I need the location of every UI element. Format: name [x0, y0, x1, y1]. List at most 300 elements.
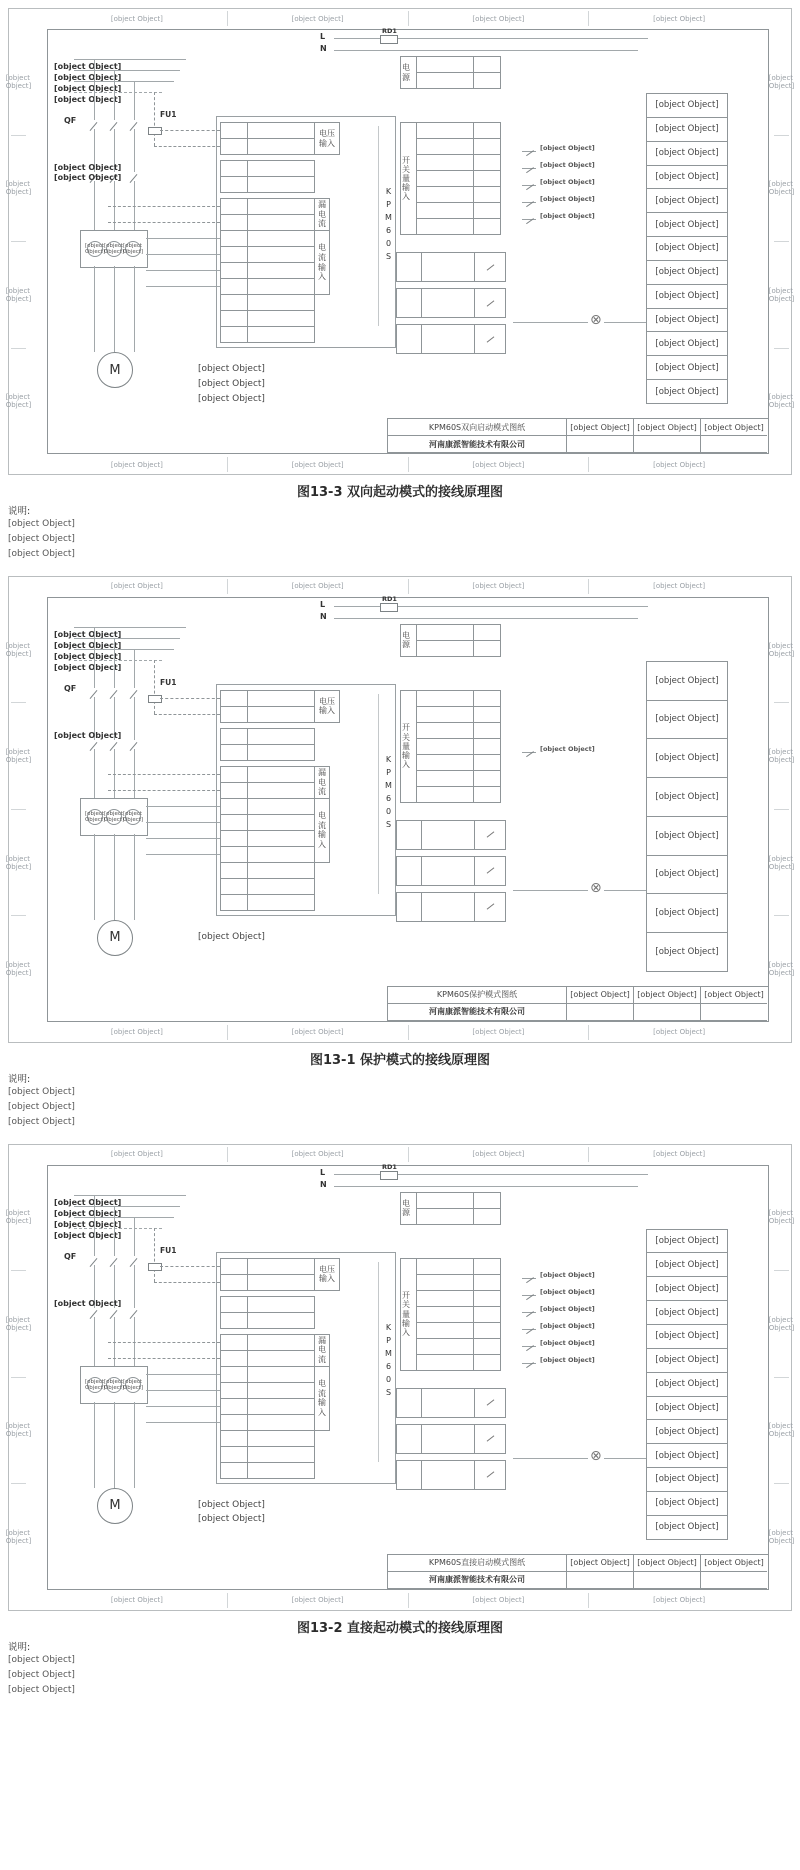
- motor-symbol: M: [97, 920, 133, 956]
- terminal-number: [474, 754, 501, 770]
- terminal-name: [248, 1446, 315, 1462]
- terminal-number: [221, 123, 248, 139]
- function-label: [object Object]: [646, 1491, 728, 1516]
- fuse-icon: [148, 127, 162, 135]
- terminal-number: [474, 73, 501, 89]
- input-switch-stack: [522, 1258, 595, 1371]
- company-name: 河南康派智能技术有限公司: [388, 1004, 567, 1021]
- terminal-number: [221, 139, 248, 155]
- title-block-header: [object Object]: [567, 987, 634, 1004]
- title-block-header: [object Object]: [634, 419, 701, 436]
- phase-lines: [54, 1190, 122, 1240]
- title-block-row: [388, 419, 768, 436]
- terminal-number: [221, 327, 248, 343]
- terminal-row: [221, 894, 315, 910]
- relay-output-row: [396, 252, 506, 282]
- contact-icon: [486, 264, 494, 270]
- relay-tag: [396, 288, 422, 318]
- terminal-name: [248, 311, 315, 327]
- wire: [146, 1422, 220, 1423]
- di-row: [417, 1306, 501, 1322]
- terminal-number: [221, 215, 248, 231]
- contact-icon: [486, 1471, 494, 1477]
- wire: [334, 1186, 638, 1187]
- terminal-number: [474, 1290, 501, 1306]
- terminal-name: [248, 1274, 315, 1290]
- phase-label: [object Object]: [54, 662, 122, 672]
- zone-letter: [object Object]: [774, 1483, 789, 1590]
- zone-letter: [object Object]: [774, 915, 789, 1022]
- function-label: [object Object]: [646, 700, 728, 740]
- wire: [146, 254, 220, 255]
- terminal-name: [417, 219, 474, 235]
- zone-letter: [object Object]: [774, 348, 789, 455]
- relay-terminals: [475, 856, 506, 886]
- di-row: [417, 1290, 501, 1306]
- relay-output-row: [396, 856, 506, 886]
- terminal-number: [474, 1306, 501, 1322]
- note-line: [object Object]: [198, 1514, 265, 1525]
- terminal-row: [221, 1258, 315, 1274]
- phase-label: [object Object]: [54, 1230, 122, 1240]
- wire: [94, 59, 95, 230]
- di-row: [417, 1258, 501, 1274]
- wire: [146, 806, 220, 807]
- group-label: 漏电流: [315, 766, 330, 799]
- terminal-number: [221, 1350, 248, 1366]
- di-row: [417, 1354, 501, 1370]
- terminal-name: [248, 139, 315, 155]
- phase-label: [object Object]: [54, 629, 122, 639]
- zone-number: [object Object]: [408, 579, 589, 594]
- terminal-section-analog: [220, 1430, 315, 1479]
- relay-tag: [396, 1424, 422, 1454]
- zone-number: [object Object]: [588, 457, 769, 472]
- relay-name: [422, 1388, 475, 1418]
- terminal-row: [221, 862, 315, 878]
- terminal-row: [221, 744, 315, 760]
- phase-label: [object Object]: [54, 62, 122, 71]
- terminal-number: [474, 640, 501, 656]
- switch-icon: [522, 161, 536, 169]
- terminal-section-analog: [220, 294, 315, 343]
- terminal-name: [248, 161, 315, 177]
- zone-letters-right: [768, 597, 795, 1022]
- ct-icon: [object Object]: [84, 810, 106, 823]
- wire: [134, 81, 135, 230]
- relay-terminals: [475, 252, 506, 282]
- wire: [334, 50, 638, 51]
- terminal-number: [221, 1274, 248, 1290]
- relay-terminals: [475, 1388, 506, 1418]
- di-row: [417, 219, 501, 235]
- di-row: [417, 706, 501, 722]
- terminal-number: [221, 728, 248, 744]
- lamp-icon: ⊗: [590, 879, 602, 896]
- wire: [134, 834, 135, 920]
- zone-letter: [object Object]: [5, 73, 32, 90]
- terminal-number: [221, 1334, 248, 1350]
- zone-number: [object Object]: [588, 1593, 769, 1608]
- zone-number: [object Object]: [227, 11, 408, 26]
- zone-numbers-bottom: [47, 1593, 769, 1608]
- wire: [94, 834, 95, 920]
- zone-letter: [object Object]: [11, 1270, 26, 1377]
- terminal-name: [248, 814, 315, 830]
- switch-item: [522, 1265, 595, 1279]
- diagram-block: [0, 576, 800, 1130]
- function-label: [object Object]: [646, 355, 728, 380]
- wire: [74, 1228, 162, 1229]
- switch-label: [object Object]: [540, 1321, 595, 1330]
- note-item: [object Object]: [8, 1684, 75, 1695]
- digital-input-terminals: [400, 1258, 501, 1371]
- power-row: [417, 57, 501, 73]
- group-label: 电压输入: [315, 1258, 340, 1291]
- terminal-name: [417, 786, 474, 802]
- terminal-name: [248, 215, 315, 231]
- wire: [94, 266, 95, 352]
- zone-number: [object Object]: [227, 457, 408, 472]
- note-item: [object Object]: [8, 533, 75, 544]
- function-label: [object Object]: [646, 932, 728, 972]
- switch-label: [object Object]: [540, 177, 595, 186]
- zone-letter: [object Object]: [5, 1209, 32, 1226]
- zone-numbers-bottom: [47, 457, 769, 472]
- terminal-number: [474, 1258, 501, 1274]
- rd-fuse-icon: [380, 35, 398, 44]
- title-block-header: [object Object]: [701, 1555, 767, 1572]
- terminal-row: [221, 846, 315, 862]
- note-line: [object Object]: [198, 364, 265, 374]
- terminal-row: [221, 295, 315, 311]
- switch-label: [object Object]: [540, 143, 595, 152]
- line-n-label: N: [320, 1179, 327, 1189]
- phase-row: [54, 1212, 122, 1229]
- relay-tag: [396, 1460, 422, 1490]
- lamp-icon: ⊗: [590, 312, 602, 328]
- terminal-name: [248, 728, 315, 744]
- diagram-note: [198, 1498, 628, 1528]
- relay-output-row: [396, 820, 506, 850]
- terminal-name: [248, 766, 315, 782]
- zone-letters-left: [5, 1165, 32, 1590]
- terminal-row: [221, 311, 315, 327]
- phase-row: [54, 1223, 122, 1240]
- function-label: [object Object]: [646, 331, 728, 356]
- breaker-label: QF: [64, 1251, 77, 1261]
- diagram-list: [0, 8, 800, 1697]
- wire: [74, 1195, 186, 1196]
- zone-letter: [object Object]: [5, 641, 32, 658]
- group-label: 开关量输入: [400, 122, 416, 235]
- group-label: 开关量输入: [400, 690, 416, 803]
- terminal-row: [221, 814, 315, 830]
- wire: [146, 270, 220, 271]
- company-name: 河南康派智能技术有限公司: [388, 1572, 567, 1589]
- breaker-label: QF: [64, 683, 77, 693]
- terminal-row: [221, 279, 315, 295]
- relay-terminals: [475, 820, 506, 850]
- drawing-title: KPM60S直接启动模式图纸: [388, 1555, 567, 1572]
- contactor-label: [object Object]: [54, 1298, 122, 1308]
- power-row: [417, 1192, 501, 1208]
- diagram-note: [198, 362, 628, 407]
- contact-icon: [486, 904, 494, 910]
- zone-letters-left: [5, 29, 32, 454]
- phase-lines: [54, 54, 122, 104]
- terminal-name: [248, 830, 315, 846]
- phase-row: [54, 54, 122, 71]
- wire: [94, 627, 95, 798]
- wire: [108, 790, 220, 791]
- line-n-label: N: [320, 611, 327, 621]
- phase-row: [54, 633, 122, 650]
- diagram-note: [198, 930, 628, 945]
- contactor-labels: [54, 1299, 121, 1309]
- function-label: [object Object]: [646, 212, 728, 237]
- relay-name: [422, 1460, 475, 1490]
- phase-label: [object Object]: [54, 640, 122, 650]
- wire: [134, 1217, 135, 1366]
- zone-numbers-bottom: [47, 1025, 769, 1040]
- terminal-name: [248, 247, 315, 263]
- fuse-label: FU1: [160, 110, 177, 119]
- di-row: [417, 123, 501, 139]
- figure-caption: 图13-2 直接起动模式的接线原理图: [296, 1620, 504, 1636]
- terminal-number: [221, 1258, 248, 1274]
- terminal-name: [417, 754, 474, 770]
- relay-terminals: [475, 1424, 506, 1454]
- fuse-label: FU1: [160, 677, 177, 687]
- function-label: [object Object]: [646, 1515, 728, 1540]
- terminal-name: [417, 187, 474, 203]
- terminal-number: [474, 139, 501, 155]
- terminal-number: [221, 231, 248, 247]
- function-label: [object Object]: [646, 165, 728, 190]
- relay-name: [422, 1424, 475, 1454]
- switch-icon: [522, 212, 536, 220]
- switch-label: [object Object]: [540, 211, 595, 220]
- terminal-section-voltage: [220, 690, 340, 723]
- ct-icon: [object Object]: [122, 810, 144, 823]
- terminal-number: [221, 690, 248, 706]
- terminal-number: [221, 177, 248, 193]
- zone-letters-left: [5, 597, 32, 1022]
- wire: [154, 1228, 155, 1282]
- terminal-row: [221, 1430, 315, 1446]
- relay-terminals: [475, 324, 506, 354]
- relay-output-row: [396, 1388, 506, 1418]
- zone-letter: [object Object]: [774, 241, 789, 348]
- fuse-icon: [148, 695, 162, 703]
- switch-icon: [522, 1339, 536, 1347]
- terminal-row: [221, 878, 315, 894]
- terminal-row: [221, 161, 315, 177]
- terminal-row: [221, 247, 315, 263]
- title-block: [387, 986, 768, 1021]
- terminal-row: [221, 215, 315, 231]
- zone-letter: [object Object]: [11, 915, 26, 1022]
- zone-number: [object Object]: [110, 460, 163, 469]
- wire: [154, 714, 220, 715]
- ct-icon: [object Object]: [84, 1378, 106, 1391]
- terminal-name: [248, 798, 315, 814]
- title-block-row: [388, 1572, 768, 1589]
- wire: [114, 266, 115, 352]
- terminal-row: [221, 1382, 315, 1398]
- switch-item: [522, 189, 595, 203]
- terminal-number: [474, 738, 501, 754]
- phase-row: [54, 655, 122, 672]
- terminal-number: [221, 1366, 248, 1382]
- note-line: [object Object]: [198, 931, 265, 942]
- diagram-block: [0, 1144, 800, 1698]
- terminal-row: [221, 798, 315, 814]
- relay-tag: [396, 892, 422, 922]
- switch-label: [object Object]: [540, 1304, 595, 1313]
- document-page: [0, 8, 800, 1697]
- terminal-name: [417, 57, 474, 73]
- terminal-number: [221, 1398, 248, 1414]
- phase-row: [54, 644, 122, 661]
- switch-icon: [522, 178, 536, 186]
- note-item: [object Object]: [8, 1086, 75, 1097]
- wire: [74, 70, 180, 71]
- terminal-section-leakage: [220, 766, 330, 799]
- switch-label: [object Object]: [540, 194, 595, 203]
- switch-label: [object Object]: [540, 1355, 595, 1364]
- di-row: [417, 770, 501, 786]
- terminal-name: [417, 690, 474, 706]
- switch-label: [object Object]: [540, 1287, 595, 1296]
- note-line: [object Object]: [198, 393, 265, 404]
- rd-fuse-label: RD1: [382, 27, 397, 35]
- function-label: [object Object]: [646, 738, 728, 778]
- switch-label: [object Object]: [540, 160, 595, 169]
- title-block-row: [388, 1555, 768, 1572]
- zone-letters-right: [768, 29, 795, 454]
- switch-icon: [522, 144, 536, 152]
- zone-letter: [object Object]: [11, 1377, 26, 1484]
- rd-fuse-label: RD1: [382, 594, 397, 603]
- group-label: 电源: [400, 1192, 416, 1225]
- switch-icon: [522, 1305, 536, 1313]
- zone-number: [object Object]: [227, 579, 408, 594]
- zone-number: [object Object]: [408, 1593, 589, 1608]
- terminal-number: [221, 247, 248, 263]
- motor-symbol: M: [97, 1488, 133, 1524]
- notes-list: [8, 518, 794, 562]
- breaker-label: QF: [64, 116, 77, 125]
- terminal-name: [417, 640, 474, 656]
- phase-label: [object Object]: [54, 84, 122, 93]
- function-label-column: [646, 94, 728, 404]
- switch-item: [522, 206, 595, 220]
- terminal-name: [248, 862, 315, 878]
- zone-number: [object Object]: [408, 1147, 589, 1162]
- wire: [146, 854, 220, 855]
- di-row: [417, 754, 501, 770]
- wire: [74, 638, 180, 639]
- relay-name: [422, 324, 475, 354]
- relay-name: [422, 820, 475, 850]
- switch-item: [522, 1350, 595, 1364]
- switch-icon: [522, 1288, 536, 1296]
- terminal-name: [417, 1338, 474, 1354]
- phase-label: [object Object]: [54, 651, 122, 661]
- terminal-number: [221, 744, 248, 760]
- terminal-name: [417, 203, 474, 219]
- power-terminals: [400, 56, 501, 89]
- terminal-row: [221, 690, 315, 706]
- zone-letter: [object Object]: [11, 135, 26, 242]
- function-label: [object Object]: [646, 236, 728, 261]
- terminal-row: [221, 1462, 315, 1478]
- power-terminals: [400, 1192, 501, 1225]
- terminal-name: [417, 624, 474, 640]
- phase-label: [object Object]: [54, 73, 122, 82]
- terminal-number: [221, 814, 248, 830]
- rd-fuse-icon: [380, 1171, 398, 1180]
- terminal-number: [474, 171, 501, 187]
- di-row: [417, 738, 501, 754]
- relay-name: [422, 252, 475, 282]
- terminal-number: [221, 295, 248, 311]
- terminal-number: [474, 187, 501, 203]
- notes-list: [8, 1086, 794, 1130]
- terminal-name: [248, 177, 315, 193]
- group-label: 电流输入: [315, 1366, 330, 1431]
- ct-icon: [object Object]: [84, 243, 106, 255]
- terminal-row: [221, 1334, 315, 1350]
- terminal-number: [221, 1446, 248, 1462]
- terminal-section-current: [220, 1366, 330, 1431]
- function-label-column: [646, 662, 728, 972]
- terminal-name: [417, 722, 474, 738]
- ct-icon: [object Object]: [103, 810, 125, 823]
- wire: [146, 1390, 220, 1391]
- digital-input-terminals: [400, 690, 501, 803]
- zone-number: [object Object]: [588, 11, 769, 26]
- terminal-number: [474, 1322, 501, 1338]
- terminal-row: [221, 177, 315, 193]
- phase-label: [object Object]: [54, 95, 122, 104]
- function-label: [object Object]: [646, 284, 728, 309]
- phase-label: [object Object]: [54, 1208, 122, 1218]
- switch-icon: [522, 1322, 536, 1330]
- terminal-name: [417, 171, 474, 187]
- terminal-number: [221, 1414, 248, 1430]
- terminal-name: [248, 1430, 315, 1446]
- terminal-name: [248, 1312, 315, 1328]
- relay-name: [422, 288, 475, 318]
- terminal-number: [474, 706, 501, 722]
- terminal-row: [221, 1366, 315, 1382]
- terminal-number: [221, 1312, 248, 1328]
- zone-letters-right: [768, 1165, 795, 1590]
- switch-item: [522, 739, 595, 753]
- zone-letter: [object Object]: [774, 135, 789, 242]
- device-model-label: KPM60S: [378, 1262, 393, 1462]
- zone-number: [object Object]: [110, 1028, 163, 1037]
- terminal-number: [474, 155, 501, 171]
- drawing-title: KPM60S保护模式图纸: [388, 987, 567, 1004]
- group-label: 漏电流: [315, 198, 330, 231]
- lamp-icon: ⊗: [590, 1447, 602, 1464]
- wire: [154, 660, 155, 714]
- ct-icon: [object Object]: [103, 243, 125, 255]
